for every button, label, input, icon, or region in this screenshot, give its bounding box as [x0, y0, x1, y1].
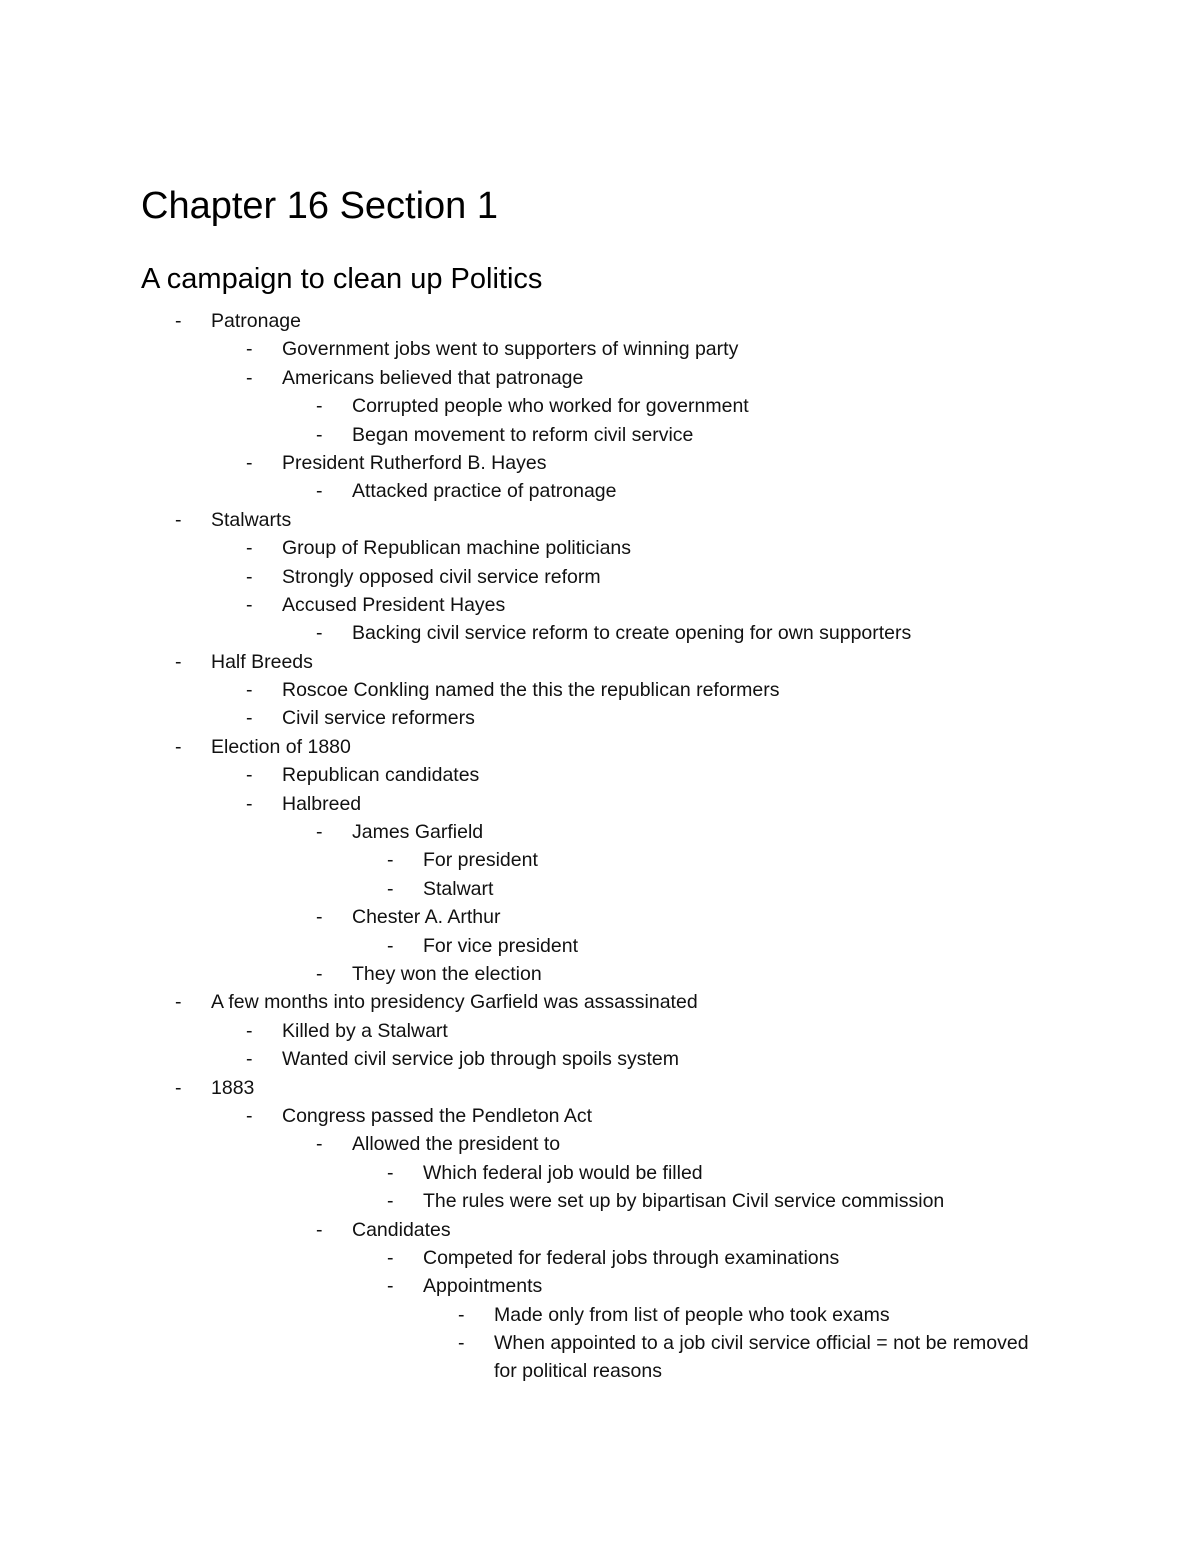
outline-item	[0, 534, 1200, 562]
outline-item	[0, 1301, 1200, 1329]
outline-item-text: Killed by a Stalwart	[282, 1019, 448, 1042]
bullet-dash: -	[316, 1133, 323, 1156]
outline-item-text: They won the election	[352, 962, 542, 985]
outline-item-text: Roscoe Conkling named the this the republican reformers	[282, 679, 780, 702]
outline-item	[0, 733, 1200, 761]
bullet-dash: -	[246, 451, 253, 474]
outline-item	[0, 648, 1200, 676]
bullet-dash: -	[175, 1076, 182, 1099]
outline-item-text: Stalwart	[423, 877, 494, 900]
bullet-dash: -	[175, 650, 182, 673]
outline-item	[0, 1272, 1200, 1300]
outline-item-text: Strongly opposed civil service reform	[282, 565, 601, 588]
outline-item	[0, 1130, 1200, 1158]
outline-item-text: Competed for federal jobs through examinations	[423, 1246, 840, 1269]
outline-item-text: For vice president	[423, 934, 578, 957]
outline-item-text: Half Breeds	[211, 650, 313, 673]
outline-item-text: Government jobs went to supporters of winning party	[282, 338, 739, 361]
outline-item-text: Allowed the president to	[352, 1133, 561, 1156]
outline-item-text: James Garfield	[352, 821, 484, 844]
bullet-dash: -	[246, 338, 253, 361]
bullet-dash: -	[175, 991, 182, 1014]
bullet-dash: -	[316, 395, 323, 418]
bullet-dash: -	[246, 679, 253, 702]
bullet-dash: -	[246, 1048, 253, 1071]
bullet-dash: -	[387, 849, 394, 872]
outline-item-text: 1883	[211, 1076, 255, 1099]
bullet-dash: -	[246, 366, 253, 389]
bullet-dash: -	[387, 877, 394, 900]
outline-item	[0, 988, 1200, 1016]
outline-item	[0, 392, 1200, 420]
outline-item-text: Chester A. Arthur	[352, 906, 501, 929]
outline-item	[0, 846, 1200, 874]
outline-item-text: Americans believed that patronage	[282, 366, 584, 389]
outline-item-text: Civil service reformers	[282, 707, 475, 730]
outline-item-text: When appointed to a job civil service official = not be removed for political reasons	[494, 1332, 1029, 1383]
bullet-dash: -	[316, 480, 323, 503]
bullet-dash: -	[246, 593, 253, 616]
bullet-dash: -	[246, 707, 253, 730]
outline-item-text: Group of Republican machine politicians	[282, 537, 632, 560]
bullet-dash: -	[316, 622, 323, 645]
outline-item-text: Made only from list of people who took exams	[494, 1303, 890, 1326]
outline-item	[0, 1187, 1200, 1215]
outline-item	[0, 960, 1200, 988]
outline-item-text: Election of 1880	[211, 735, 351, 758]
outline-item	[0, 676, 1200, 704]
outline-item	[0, 619, 1200, 647]
outline-item	[0, 421, 1200, 449]
outline-item	[0, 477, 1200, 505]
outline-item-text: Appointments	[423, 1275, 543, 1298]
bullet-dash: -	[316, 821, 323, 844]
outline-item-text: Congress passed the Pendleton Act	[282, 1104, 593, 1127]
outline-item	[0, 875, 1200, 903]
outline-item	[0, 1074, 1200, 1102]
bullet-dash: -	[175, 508, 182, 531]
bullet-dash: -	[316, 962, 323, 985]
outline-item-text: Began movement to reform civil service	[352, 423, 694, 446]
outline-item	[0, 790, 1200, 818]
bullet-dash: -	[246, 565, 253, 588]
bullet-dash: -	[387, 1275, 394, 1298]
outline-item	[0, 563, 1200, 591]
outline-item-text: Backing civil service reform to create opening for own supporters	[352, 622, 912, 645]
outline-item	[0, 449, 1200, 477]
outline-item	[0, 1244, 1200, 1272]
notes-outline	[0, 307, 1200, 1386]
outline-item-text: The rules were set up by bipartisan Civil service commission	[423, 1190, 945, 1213]
outline-item	[0, 761, 1200, 789]
section-heading: A campaign to clean up Politics	[141, 263, 543, 295]
outline-item	[0, 1216, 1200, 1244]
outline-item-text: Accused President Hayes	[282, 593, 506, 616]
page-title: Chapter 16 Section 1	[141, 185, 499, 227]
bullet-dash: -	[246, 537, 253, 560]
bullet-dash: -	[387, 1246, 394, 1269]
outline-item	[0, 307, 1200, 335]
outline-item	[0, 1045, 1200, 1073]
bullet-dash: -	[316, 423, 323, 446]
outline-item	[0, 1159, 1200, 1187]
outline-item-text: A few months into presidency Garfield was assassinated	[211, 991, 698, 1014]
outline-item-text: Candidates	[352, 1218, 451, 1241]
bullet-dash: -	[316, 1218, 323, 1241]
outline-item	[0, 364, 1200, 392]
outline-item-text: Stalwarts	[211, 508, 292, 531]
outline-item-text: President Rutherford B. Hayes	[282, 451, 547, 474]
outline-item	[0, 903, 1200, 931]
bullet-dash: -	[246, 792, 253, 815]
outline-item	[0, 335, 1200, 363]
outline-item-text: Halbreed	[282, 792, 362, 815]
outline-item-text: Corrupted people who worked for government	[352, 395, 749, 418]
outline-item	[0, 704, 1200, 732]
bullet-dash: -	[316, 906, 323, 929]
outline-item-text: Attacked practice of patronage	[352, 480, 617, 503]
bullet-dash: -	[387, 1190, 394, 1213]
outline-item	[0, 1102, 1200, 1130]
outline-item	[0, 818, 1200, 846]
outline-item	[0, 1329, 1200, 1386]
outline-item-text: Republican candidates	[282, 764, 480, 787]
bullet-dash: -	[458, 1303, 465, 1326]
outline-item-text: Which federal job would be filled	[423, 1161, 703, 1184]
outline-item	[0, 591, 1200, 619]
outline-item	[0, 932, 1200, 960]
outline-item-text: For president	[423, 849, 538, 872]
bullet-dash: -	[246, 1104, 253, 1127]
outline-item	[0, 1017, 1200, 1045]
bullet-dash: -	[387, 934, 394, 957]
bullet-dash: -	[175, 310, 182, 332]
outline-item-text: Wanted civil service job through spoils system	[282, 1048, 680, 1071]
outline-item-text: Patronage	[211, 310, 301, 332]
outline-item	[0, 506, 1200, 534]
bullet-dash: -	[246, 764, 253, 787]
bullet-dash: -	[246, 1019, 253, 1042]
bullet-dash: -	[175, 735, 182, 758]
bullet-dash: -	[458, 1332, 465, 1355]
bullet-dash: -	[387, 1161, 394, 1184]
